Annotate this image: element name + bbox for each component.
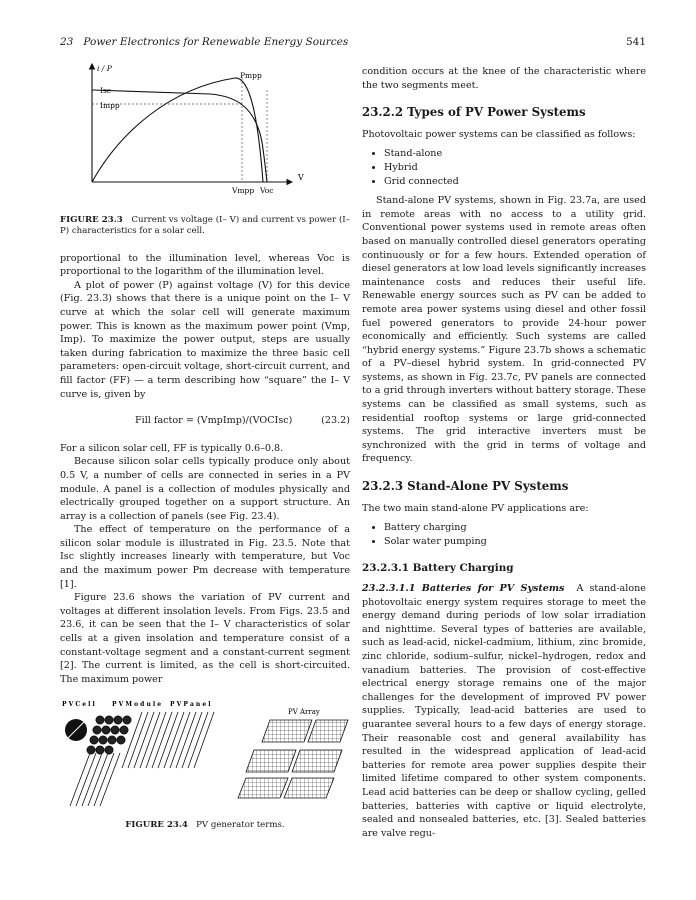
pv-cell-label: P V C e l l	[62, 701, 95, 709]
pv-curve	[92, 78, 263, 182]
list-item: • Hybrid	[384, 161, 646, 175]
vmpp-label: Vmpp	[232, 186, 255, 195]
pv-array-graphic	[238, 720, 348, 798]
list-item: • Grid connected	[384, 175, 646, 189]
chapter-number: 23	[60, 36, 74, 48]
figure-23-4-caption	[60, 819, 350, 833]
paragraph: A plot of power (P) against voltage (V) for this device (Fig. 23.3) shows that there is a unique point on the I– V curve at which the solar cell will generate maximum power. This is known as the maximum power point (Vmp, Imp). To maximize the power output, steps are usually taken during fabrication to maximize the three basic cell parameters: open-circuit voltage, short-circuit current, and fill factor (FF) — a term describing how “square” the I– V curve is, given by	[60, 279, 350, 400]
section-heading-standalone: 23.2.3 Stand-Alone PV Systems	[362, 479, 569, 494]
paragraph: The effect of temperature on the performance of a silicon solar module is illustrated in Fig. 23.5. Note that Isc slightly increases linearly with temperature, but Voc and the maximum power Pm decrease with temperature [1].	[60, 524, 350, 590]
page-number: 541	[625, 36, 646, 48]
voc-label: Voc	[260, 186, 274, 195]
running-title: Power Electronics for Renewable Energy Sources	[83, 36, 349, 48]
caption-label: FIGURE 23.3	[60, 214, 123, 225]
caption-label: FIGURE 23.4	[125, 820, 188, 830]
right-column	[362, 65, 646, 840]
paragraph: Figure 23.6 shows the variation of PV current and voltages at different insolation levels. From Figs. 23.5 and 23.6, it can be seen that the I– V characteristics of solar cells at a given insolation and temperature consist of a constant-voltage segment and a constant-current segment [2]. The current is limited, as the cell is short-circuited. The maximum power	[60, 592, 350, 685]
pv-panel-label: P V P a n e l	[170, 701, 211, 709]
list-item: • Stand-alone	[384, 147, 646, 161]
paragraph: proportional to the illumination level, whereas Voc is proportional to the logarithm of the illumination level.	[60, 252, 350, 278]
types-list	[362, 147, 646, 188]
pv-module-graphic	[87, 716, 131, 754]
v-axis-label: V	[298, 173, 304, 182]
paragraph: Stand-alone PV systems, shown in Fig. 23.7a, are used in remote areas with no access to a utility grid. Conventional power systems used in remote areas often based on manually controlled diesel generators operating continuously or for a few hours. Extended operation of diesel generators at low load levels significantly increases maintenance costs and reduces their useful life. Renewable energy sources such as PV can be added to remote area power systems using diesel and other fossil fuel powered generators to provide 24-hour power economically and efficiently. Such systems are called “hybrid energy systems.” Figure 23.7b shows a schematic of a PV–diesel hybrid system. In grid-connected PV systems, as shown in Fig. 23.7c, PV panels are connected to a grid through inverters without battery storage. These systems can be classified as small systems, such as residential rooftop systems or large grid-connected systems. The grid interactive inverters must be synchronized with the grid in terms of voltage and frequency.	[362, 195, 646, 465]
figure-23-3-caption	[60, 215, 350, 238]
subsection-heading-battery-charging: 23.2.3.1 Battery Charging	[362, 562, 514, 575]
caption-text: Current vs voltage (I– V) and current vs power (I– P) characteristics for a solar cell.	[60, 214, 350, 237]
list-item: • Solar water pumping	[384, 535, 646, 549]
paragraph-batteries	[362, 582, 646, 840]
i-axis-label: i	[97, 64, 100, 73]
pv-module-label: P V M o d u l e	[112, 701, 162, 709]
pmpp-label: Pmpp	[240, 71, 262, 80]
paragraph: condition occurs at the knee of the characteristic where the two segments meet.	[362, 66, 646, 91]
caption-text: PV generator terms.	[196, 820, 285, 830]
running-header	[60, 36, 646, 50]
equation-number: (23.2)	[321, 415, 350, 427]
figure-23-3-iv-curve	[60, 62, 350, 202]
run-in-heading: 23.2.3.1.1 Batteries for PV Systems	[362, 583, 565, 594]
list-item: • Battery charging	[384, 521, 646, 535]
isc-label: Isc	[100, 86, 112, 95]
section-heading-types: 23.2.2 Types of PV Power Systems	[362, 105, 586, 120]
figure-23-4-pv-generator	[60, 698, 350, 810]
standalone-list	[362, 521, 646, 548]
impp-label: Impp	[100, 101, 120, 110]
paragraph: The two main stand-alone PV applications are:	[362, 502, 589, 514]
paragraph: For a silicon solar cell, FF is typically 0.6–0.8.	[60, 442, 284, 454]
equation-text: Fill factor = (VmpImp)/(VOCIsc)	[135, 415, 293, 427]
pv-panel-graphic	[70, 712, 214, 806]
paragraph: Photovoltaic power systems can be classified as follows:	[362, 128, 636, 140]
svg-text:i / P: i / P	[97, 64, 112, 73]
p-axis-label: P	[106, 64, 112, 73]
pv-array-label: PV Array	[288, 708, 320, 717]
paragraph-text: A stand-alone photovoltaic energy system requires storage to meet the energy demand during periods of low solar irradiation and nighttime. Several types of batteries are available, such as lead-acid, nickel-cadmium, lithium, zinc bromide, zinc chloride, sodium–sulfur, nickel–hydrogen, redox and vanadium batteries. The provision of cost-effective electrical energy storage remains one of the major challenges for the development of improved PV power supplies. Typically, lead-acid batteries are used to guarantee several hours to a few days of energy storage. Their reasonable cost and general availability has resulted in the widespread application of lead-acid batteries for remote area power supplies despite their limited lifetime compared to other system components. Lead acid batteries can be deep or shallow cycling, gelled batteries, batteries with captive or liquid electrolyte, sealed and nonsealed batteries, etc. [3]. Sealed batteries are valve regu-	[362, 583, 646, 839]
equation-23-2	[60, 414, 350, 428]
paragraph: Because silicon solar cells typically produce only about 0.5 V, a number of cells are connected in series in a PV module. A panel is a collection of modules physically and electrically grouped together on a support structure. An array is a collection of panels (see Fig. 23.4).	[60, 456, 350, 522]
left-column	[60, 62, 350, 833]
